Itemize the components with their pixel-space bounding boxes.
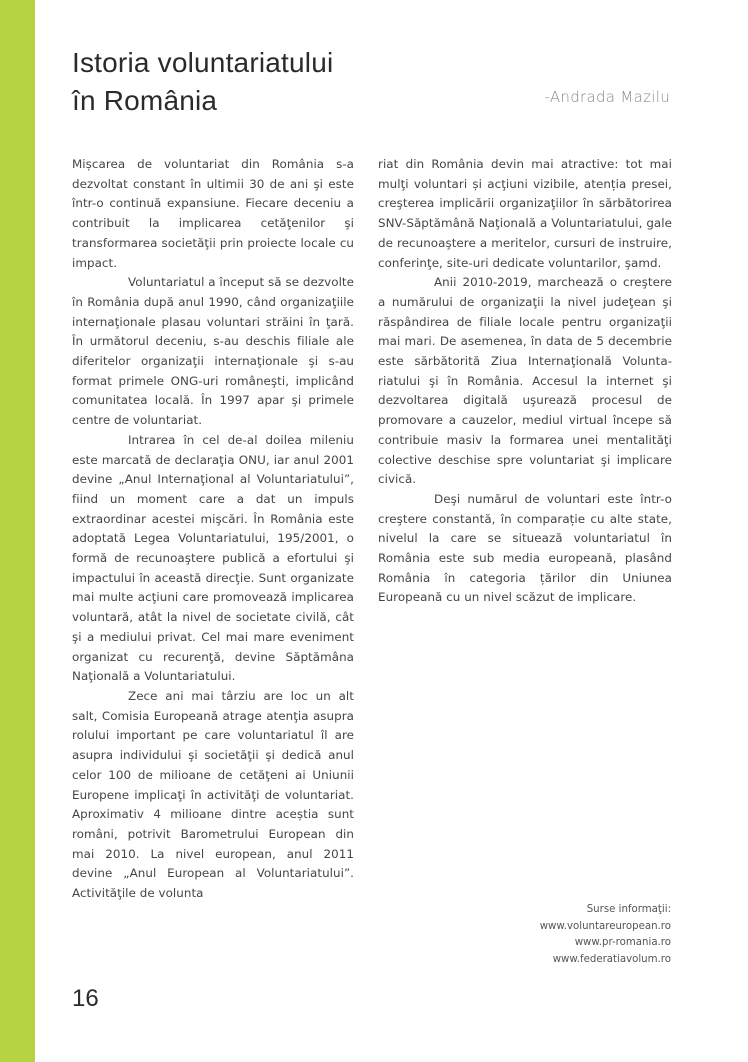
source-link[interactable]: www.federatiavolum.ro — [552, 953, 671, 965]
article-paragraph: Zece ani mai târziu are loc un alt salt, Comisia Europeană atrage atenţia asupra rolului important pe care voluntariatul îl are asupra individului şi societăţii şi dedică anul celor 100 de milioane de cetăţeni ai Uniunii Europene implicaţi în activităţi de voluntariat. Aproximativ 4 milioane dintre aceștia sunt români, potrivit Barometrului European din mai 2010. La nivel european, anul 2011 devine „Anul European al Voluntariatului”. Activităţile de volunta — [72, 688, 354, 901]
title-line-2: în România — [72, 85, 218, 116]
source-link[interactable]: www.pr-romania.ro — [574, 937, 671, 948]
sources-block — [470, 902, 671, 968]
accent-side-bar — [0, 0, 35, 1062]
article-paragraph: riat din România devin mai atractive: tot mai mulţi voluntari și acţiuni vizibile, atenția presei, creşterea implicării organizaţiilor în sărbătorirea SNV-Săptămână Naţională a Voluntariatului, gale de recunoaştere a meritelor, cursuri de instruire, conferinţe, site-uri dedicate voluntarilor, şamd. — [378, 157, 672, 270]
article-paragraph: Deşi numărul de voluntari este într-o creştere constantă, în comparație cu alte state, nivelul la care se situează voluntariatul în România este sub media europeană, plasând România în categoria țărilor din Uniunea Europeană cu un nivel scăzut de implicare. — [378, 491, 672, 605]
article-paragraph: Voluntariatul a început să se dezvolte în România după anul 1990, când organizaţiile internaţionale plasau voluntari străini în ţară. În următorul deceniu, s-au deschis filiale ale diferitelor organizaţii internaţionale şi s-au format primele ONG-uri româneşti, implicând comunitatea locală. În 1997 apar şi primele centre de voluntariat. — [72, 275, 355, 428]
article-paragraph: Anii 2010-2019, marchează o creştere a numărului de organizaţii la nivel judeţean şi răspândirea de filiale locale pentru organizaţii mai mari. De asemenea, în data de 5 decembrie este sărbătorită Ziua Internaţională Voluntariatului şi în România. Accesul la internet şi dezvoltarea digitală uşurează procesul de promovare a cauzelor, mediul virtual începe să contribuie masiv la formarea unei mentalităţi colective deschise spre voluntariat şi implicare civică. — [378, 275, 672, 487]
article-column-left — [72, 155, 354, 904]
title-line-1: Istoria voluntariatului — [72, 47, 334, 78]
sources-label: Surse informaţii: — [586, 904, 671, 915]
author-byline: -Andrada Mazilu — [544, 88, 670, 106]
article-column-right — [378, 155, 672, 608]
page-title — [72, 44, 333, 120]
article-paragraph: Mișcarea de voluntariat din România s-a dezvoltat constant în ultimii 30 de ani şi este într-o continuă expansiune. Fiecare deceniu a contribuit la implicarea cetăţenilor şi transformarea societăţii prin proiecte locale cu impact. — [72, 157, 354, 270]
page-number: 16 — [72, 985, 99, 1012]
article-paragraph: Intrarea în cel de-al doilea mileniu este marcată de declaraţia ONU, iar anul 2001 devine „Anul Internaţional al Voluntariatului”, fiind un moment care a dat un impuls extraordinar acestei mişcări. În România este adoptată Legea Voluntariatului, 195/2001, o formă de recunoaştere publică a efortului şi impactului în această direcţie. Sunt organizate mai multe acţiuni care promovează implicarea voluntară, atât la nivel de societate civilă, cât şi a mediului privat. Cel mai mare eveniment organizat cu recurenţă, devine Săptămâna Naţională a Voluntariatului. — [72, 432, 354, 684]
source-link[interactable]: www.voluntareuropean.ro — [539, 920, 671, 932]
